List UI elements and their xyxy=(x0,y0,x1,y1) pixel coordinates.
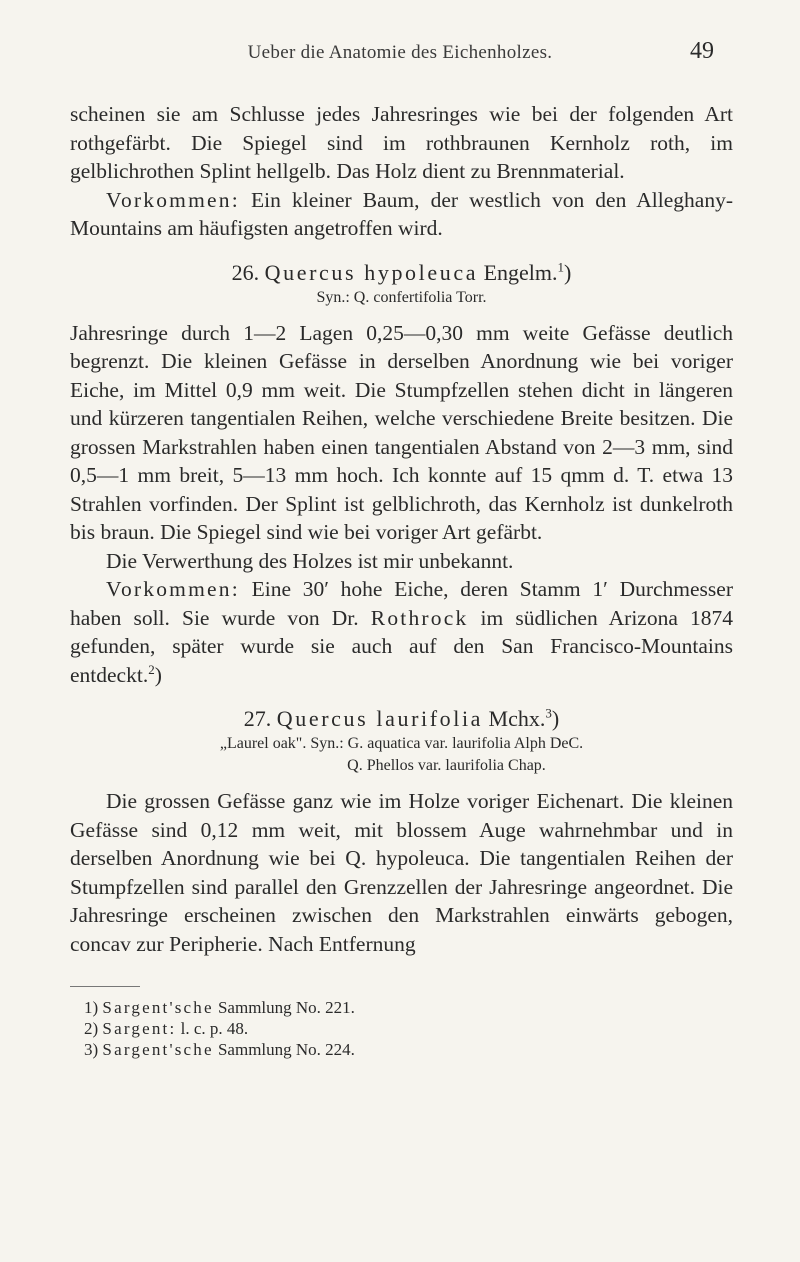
main-text xyxy=(70,100,733,1060)
occurrence-text: Ein kleiner Baum, der westlich von den Alleghany-Mountains am häufigsten angetroffen wird. xyxy=(70,187,733,240)
footnote-ref: 1 xyxy=(557,259,565,275)
paragraph-occurrence-26 xyxy=(70,575,733,689)
footnote-text: Sammlung No. 224. xyxy=(213,1040,355,1059)
occurrence-text-b: im südlichen Arizona 1874 gefunden, später wurde sie auch auf den San Francisco-Mountains entdeckt. xyxy=(70,605,734,687)
page-number: 49 xyxy=(690,38,714,64)
species-author: Mchx. xyxy=(488,706,546,731)
section-heading-26: 26. Quercus hypoleuca Engelm.$^1$) xyxy=(231,259,572,285)
footnote-2 xyxy=(70,1018,733,1039)
footnote-number: 1) xyxy=(84,998,99,1017)
running-header xyxy=(0,38,800,72)
footnote-ref: 3 xyxy=(545,705,552,721)
footnote-ref: 2 xyxy=(148,661,155,677)
footnote-number: 3) xyxy=(84,1040,99,1059)
footnote-number: 2) xyxy=(84,1019,99,1038)
footnote-text: Sammlung No. 221. xyxy=(213,998,355,1017)
species-name: Quercus laurifolia xyxy=(276,706,484,731)
occurrence-label: Vorkommen: xyxy=(106,187,240,212)
paragraph-occurrence-25 xyxy=(70,186,733,243)
species-name: Quercus hypoleuca xyxy=(264,259,479,285)
footnote-name: Sargent'sche xyxy=(102,1040,214,1059)
paragraph-intro: scheinen sie am Schlusse jedes Jahresringes wie bei der folgenden Art rothgefärbt. Die Spiegel sind im rothbraunen Kernholz roth, im gelblichrothen Splint hellgelb. Das Holz dient zu Brennmaterial. xyxy=(70,102,733,183)
paren-close: ) xyxy=(154,662,162,687)
paragraph-description-27: Die grossen Gefässe ganz wie im Holze voriger Eichenart. Die kleinen Gefässe sind 0,12 mm weit, mit blossem Auge wahrnehmbar und in derselben Anordnung wie bei Q. hypoleuca. Die tangentialen Reihen der Stumpfzellen sind parallel den Grenzzellen der Jahresringe angeordnet. Die Jahresringe erscheinen zwischen den Markstrahlen einwärts gebogen, concav zur Peripherie. Nach Entfernung xyxy=(70,789,733,956)
footnote-rule xyxy=(70,986,140,987)
occurrence-label: Vorkommen: xyxy=(106,577,240,601)
running-title: Ueber die Anatomie des Eichenholzes. xyxy=(247,42,553,63)
synonym-line-1: „Laurel oak". Syn.: G. aquatica var. laurifolia Alph DeC. xyxy=(219,735,584,752)
section-heading-27: 27. Quercus laurifolia Mchx.$^3$) xyxy=(243,705,560,731)
footnote-1 xyxy=(70,997,733,1018)
footnote-name: Sargent'sche xyxy=(102,998,214,1017)
footnote-name: Sargent: xyxy=(102,1019,177,1038)
paragraph-usage-26: Die Verwerthung des Holzes ist mir unbekannt. xyxy=(106,548,514,573)
occurrence-text-a: Eine 30′ hohe Eiche, deren Stamm 1′ Durchmesser haben soll. Sie wurde von Dr. xyxy=(70,577,733,630)
synonym-line-2: Q. Phellos var. laurifolia Chap. xyxy=(347,757,546,774)
species-author: Engelm. xyxy=(483,259,558,285)
person-name: Rothrock xyxy=(370,605,469,630)
paragraph-description-26: Jahresringe durch 1—2 Lagen 0,25—0,30 mm weite Gefässe deutlich begrenzt. Die kleinen Gefässe in derselben Anordnung wie bei voriger Eiche, im Mittel 0,9 mm weit. Die Stumpfzellen stehen dicht in längeren und kürzeren tangentialen Reihen, welche verschiedene Breite besitzen. Die grossen Markstrahlen haben einen tangentialen Abstand von 2—3 mm, sind 0,5—1 mm breit, 5—13 mm hoch. Ich konnte auf 15 qmm d. T. etwa 13 Strahlen vorfinden. Der Splint ist gelblichroth, das Kernholz ist dunkelroth bis braun. Die Spiegel sind wie bei voriger Art gefärbt. xyxy=(70,320,733,544)
footnote-3 xyxy=(70,1039,733,1060)
synonym-line: Syn.: Q. confertifolia Torr. xyxy=(316,288,487,306)
footnote-text: l. c. p. 48. xyxy=(176,1019,249,1038)
section-number: 27. xyxy=(243,706,272,731)
section-number: 26. xyxy=(231,259,260,285)
